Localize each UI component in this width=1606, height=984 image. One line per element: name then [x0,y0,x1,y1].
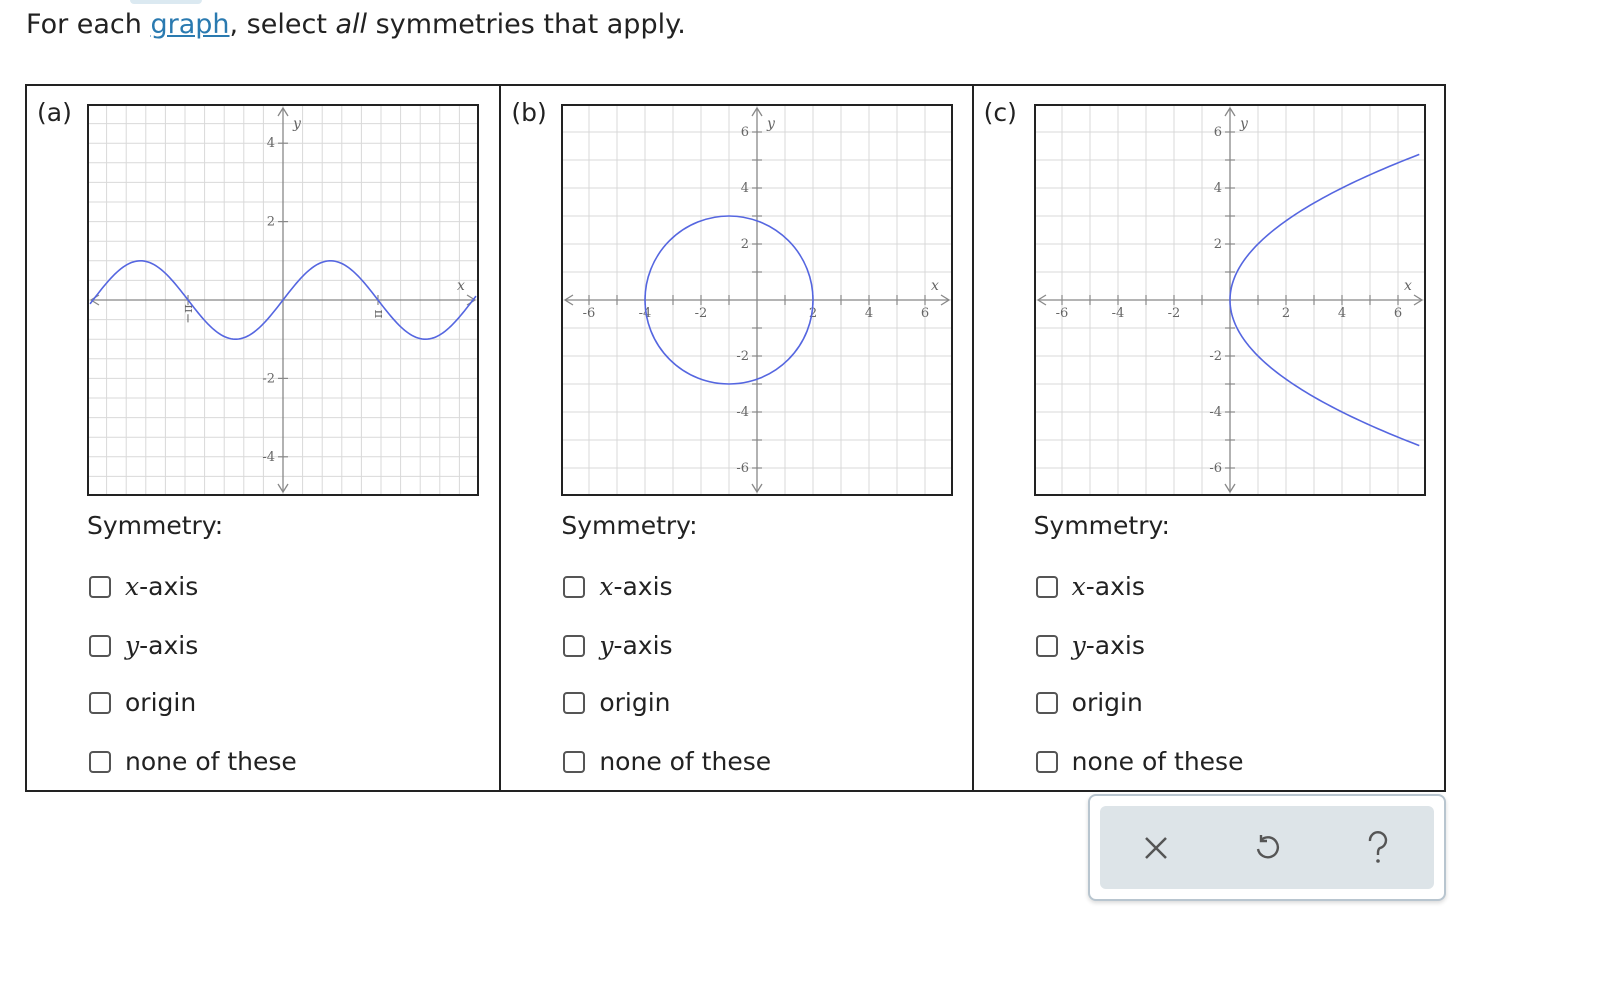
symmetry-title: Symmetry: [87,511,224,540]
option-text: -axis [613,572,673,601]
x-tick-label: -6 [582,306,596,321]
option-label: origin [125,688,197,717]
checkbox[interactable] [89,692,111,714]
x-tick-label: -2 [1167,306,1180,321]
option-origin[interactable] [89,688,196,718]
clear-button[interactable] [1126,818,1186,878]
top-tab-indicator [130,0,202,4]
y-tick-label: -2 [736,349,750,364]
help-icon [1363,831,1393,865]
checkbox[interactable] [563,576,585,598]
option-x-axis[interactable] [89,572,198,602]
x-axis-label: x [457,278,465,294]
x-tick-label: 4 [1337,306,1346,321]
panel-a [27,86,499,790]
prompt-text-after: symmetries that apply. [367,9,686,40]
checkbox[interactable] [1036,635,1058,657]
option-label [1072,572,1145,602]
option-x-axis[interactable] [563,572,672,602]
graph-c [1034,104,1426,496]
option-none[interactable] [1036,747,1244,777]
close-icon [1142,834,1170,862]
prompt-text-middle: , select [229,9,336,40]
x-tick-label: 2 [1281,306,1290,321]
x-tick-label: -6 [1055,306,1068,321]
y-axis-label: y [293,116,301,132]
y-tick-label: -6 [736,461,750,476]
symmetry-title: Symmetry: [1033,511,1170,540]
graph-b-svg [561,104,953,496]
undo-button[interactable] [1237,818,1297,878]
x-tick-label: π [370,309,386,319]
x-tick-label: 6 [1393,306,1402,321]
y-tick-label: -2 [262,371,275,387]
y-tick-label: 4 [741,181,750,196]
x-tick-label: −π [181,304,197,324]
graphs-panel-table [25,84,1446,792]
checkbox[interactable] [89,635,111,657]
checkbox[interactable] [1036,751,1058,773]
checkbox[interactable] [1036,576,1058,598]
option-text: -axis [1085,631,1145,660]
option-none[interactable] [89,747,297,777]
x-tick-label: -4 [638,306,652,321]
y-tick-label: -4 [736,405,750,420]
option-text: -axis [139,631,199,660]
x-tick-label: 2 [809,306,818,321]
checkbox[interactable] [89,576,111,598]
panel-c [972,86,1444,790]
option-text: -axis [139,572,199,601]
option-x-axis[interactable] [1036,572,1145,602]
graph-b [561,104,953,496]
graph-a [87,104,479,496]
y-tick-label: 4 [266,136,275,152]
option-variable: y [125,631,140,660]
option-label [1072,631,1145,661]
y-tick-label: 6 [741,125,750,140]
y-tick-label: -4 [262,449,275,465]
help-button[interactable] [1348,818,1408,878]
y-axis-label: y [1239,116,1248,132]
y-tick-label: 6 [1213,125,1222,140]
option-text: -axis [1085,572,1145,601]
axes [565,108,949,492]
x-tick-label: 4 [865,306,874,321]
checkbox[interactable] [89,751,111,773]
y-tick-label: 2 [266,214,275,230]
x-axis-label: x [1403,278,1412,294]
option-label: origin [599,688,671,717]
y-tick-label: -4 [1208,405,1222,420]
option-label: none of these [599,747,772,776]
graph-link[interactable]: graph [150,9,230,40]
option-origin[interactable] [563,688,670,718]
y-tick-label: 2 [741,237,750,252]
option-label [599,572,672,602]
option-label [125,631,198,661]
graph-c-svg [1034,104,1426,496]
checkbox[interactable] [1036,692,1058,714]
option-variable: x [125,572,140,601]
option-label: none of these [1071,747,1244,776]
option-variable: y [599,631,614,660]
option-y-axis[interactable] [563,631,672,661]
y-tick-label: 4 [1213,181,1222,196]
symmetry-title: Symmetry: [561,511,698,540]
option-variable: y [1071,631,1086,660]
x-tick-label: -2 [694,306,708,321]
option-none[interactable] [563,747,771,777]
option-label [599,631,672,661]
option-origin[interactable] [1036,688,1143,718]
undo-icon [1252,833,1282,863]
option-variable: x [599,572,614,601]
x-axis-label: x [931,278,940,294]
panel-label: (a) [37,98,72,127]
option-y-axis[interactable] [89,631,198,661]
option-label [125,572,198,602]
x-tick-label: -4 [1111,306,1124,321]
prompt-text-before: For each [26,9,151,40]
panel-label: (c) [983,98,1017,127]
y-axis-label: y [767,116,776,132]
checkbox[interactable] [563,635,585,657]
question-prompt [26,6,686,44]
panel-label: (b) [511,98,547,127]
prompt-emphasis: all [335,9,368,40]
option-variable: x [1071,572,1086,601]
option-text: -axis [613,631,673,660]
option-y-axis[interactable] [1036,631,1145,661]
y-tick-label: -2 [1208,349,1222,364]
panel-b [499,86,971,790]
checkbox[interactable] [563,751,585,773]
option-label: origin [1071,688,1143,717]
y-tick-label: 2 [1213,237,1222,252]
answer-toolbar [1088,794,1446,901]
option-label: none of these [125,747,297,776]
y-tick-label: -6 [1208,461,1222,476]
toolbar-inner [1100,806,1434,889]
checkbox[interactable] [563,692,585,714]
x-tick-label: 6 [921,306,930,321]
graph-a-svg [87,104,479,496]
